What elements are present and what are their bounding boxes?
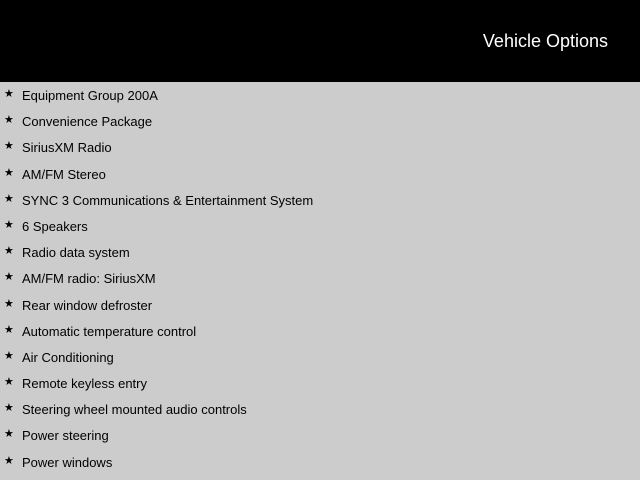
option-label: Remote keyless entry <box>22 376 147 392</box>
option-label: Equipment Group 200A <box>22 88 158 103</box>
list-item <box>0 318 640 344</box>
list-item <box>0 239 640 265</box>
list-item <box>0 265 640 291</box>
list-item <box>0 292 640 318</box>
option-label: SYNC 3 Communications & Entertainment System <box>22 192 314 208</box>
list-item <box>0 134 640 160</box>
option-label: Power steering <box>22 428 109 444</box>
option-label: Power windows <box>22 454 113 470</box>
list-item <box>0 396 640 422</box>
list-item <box>0 187 640 213</box>
star-icon: ★ <box>4 87 14 100</box>
list-item <box>0 449 640 475</box>
option-label: SiriusXM Radio <box>22 140 112 156</box>
star-icon: ★ <box>4 401 14 415</box>
option-label: Rear window defroster <box>22 297 153 313</box>
list-item <box>0 161 640 187</box>
list-item <box>0 213 640 239</box>
star-icon: ★ <box>4 322 14 336</box>
option-label: AM/FM radio: SiriusXM <box>22 271 156 287</box>
star-icon: ★ <box>4 375 14 389</box>
list-item <box>0 108 640 134</box>
option-label: Air Conditioning <box>22 349 114 365</box>
star-icon: ★ <box>4 270 14 284</box>
star-icon: ★ <box>4 165 14 179</box>
option-label: AM/FM Stereo <box>22 166 106 182</box>
vehicle-options-list <box>0 82 640 475</box>
star-icon: ★ <box>4 217 14 231</box>
star-icon: ★ <box>4 296 14 310</box>
option-label: 6 Speakers <box>22 218 88 234</box>
star-icon: ★ <box>4 427 14 441</box>
option-label: Steering wheel mounted audio controls <box>22 402 247 418</box>
list-item <box>0 370 640 396</box>
star-icon: ★ <box>4 139 14 153</box>
option-label: Automatic temperature control <box>22 323 197 339</box>
option-label: Radio data system <box>22 245 130 261</box>
star-icon: ★ <box>4 113 14 127</box>
page-header <box>0 0 640 82</box>
star-icon: ★ <box>4 191 14 205</box>
star-icon: ★ <box>4 244 14 258</box>
option-label: Convenience Package <box>22 114 153 130</box>
list-item <box>0 344 640 370</box>
list-item <box>0 422 640 448</box>
star-icon: ★ <box>4 348 14 362</box>
page-title: Vehicle Options <box>482 31 608 51</box>
list-item <box>0 82 640 108</box>
star-icon: ★ <box>4 453 14 467</box>
